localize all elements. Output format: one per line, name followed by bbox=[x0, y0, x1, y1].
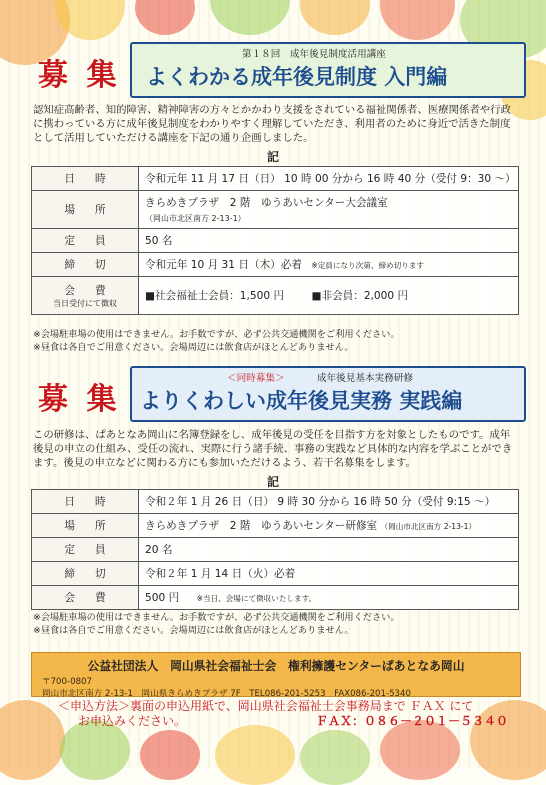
table-row bbox=[32, 167, 519, 191]
organizer-postal: 〒700-0807 bbox=[42, 677, 92, 687]
note-lunch: ※昼食は各自でご用意ください。会場周辺には飲食店がほとんどありません。 bbox=[33, 624, 354, 636]
course1-table bbox=[31, 166, 519, 315]
course2-intro: この研修は、ぱあとなあ岡山に名簿登録をし、成年後見の受任を目指す方を対象としたものです。成年後見の申立の仕組み、受任の流れ、実際に行う諸手続、事務の実践など具体的な内容を学ぶことができます。後見の申立などに関わる方にも参加いただけるよう、若干名募集をします。 bbox=[33, 429, 513, 470]
row-label: 定員 bbox=[32, 538, 139, 562]
apply-instructions bbox=[58, 699, 518, 730]
apply-method-cont: お申込みください。 bbox=[78, 714, 187, 728]
course1-ki: 記 bbox=[266, 150, 279, 164]
course1-title: よくわかる成年後見制度 入門編 bbox=[146, 65, 448, 89]
recruit-heading: 募 集 bbox=[38, 382, 121, 417]
row-label: 日時 bbox=[32, 167, 139, 191]
note-parking: ※会場駐車場の使用はできません。お手数ですが、必ず公共交通機関をご利用ください。 bbox=[33, 329, 400, 340]
organizer-name: 公益社団法人 岡山県社会福祉士会 権利擁護センターぱあとなあ岡山 bbox=[87, 659, 465, 673]
row-value bbox=[139, 586, 519, 610]
table-row bbox=[32, 229, 519, 253]
table-row bbox=[32, 490, 519, 514]
row-value: 令和２年 1 月 14 日（火）必着 bbox=[139, 562, 519, 586]
row-value bbox=[139, 514, 519, 538]
table-row bbox=[32, 586, 519, 610]
decor-dot bbox=[300, 730, 370, 785]
row-label: 日時 bbox=[32, 490, 139, 514]
table-row bbox=[32, 514, 519, 538]
fee-nonmember: ■非会員：2,000 円 bbox=[311, 290, 409, 302]
row-label: 会費 bbox=[32, 586, 139, 610]
row-value bbox=[139, 191, 519, 229]
table-row bbox=[32, 253, 519, 277]
decor-dot bbox=[215, 725, 295, 785]
course1-intro: 認知症高齢者、知的障害、精神障害の方々とかかわり支援をされている福祉関係者、医療関係者や行政に携わっている方に成年後見制度をわかりやすく理解していただき、利用者のために身近で活きた制度として活用していただける講座を下記の通り企画しました。 bbox=[33, 104, 511, 145]
row-label: 場所 bbox=[32, 514, 139, 538]
table-row bbox=[32, 191, 519, 229]
row-value: 令和元年 11 月 17 日（日） 10 時 00 分から 16 時 40 分（受付 9：30 ～） bbox=[139, 167, 519, 191]
course2-table bbox=[31, 489, 519, 610]
row-label: 締切 bbox=[32, 562, 139, 586]
note-parking: ※会場駐車場の使用はできません。お手数ですが、必ず公共交通機関をご利用ください。 bbox=[33, 612, 400, 623]
fee-collection-note: 当日受付にて徴収 bbox=[53, 298, 117, 308]
course2-title: よりくわしい成年後見実務 実践編 bbox=[140, 389, 463, 413]
course2-ki: 記 bbox=[266, 475, 279, 489]
note-lunch: ※昼食は各自でご用意ください。会場周辺には飲食店がほとんどありません。 bbox=[33, 341, 354, 353]
course2-notes bbox=[33, 612, 400, 637]
table-row bbox=[32, 277, 519, 315]
course2-concurrent: ＜同時募集＞ bbox=[227, 373, 285, 384]
fee-member: ■社会福祉士会員：1,500 円 bbox=[145, 290, 285, 302]
row-label: 場所 bbox=[32, 191, 139, 229]
venue-name: きらめきプラザ 2 階 ゆうあいセンター研修室 bbox=[145, 520, 378, 532]
organizer-box bbox=[31, 652, 521, 697]
course2-series: 成年後見基本実務研修 bbox=[317, 373, 413, 384]
table-row bbox=[32, 562, 519, 586]
venue-address: （岡山市北区南方 2-13-1） bbox=[380, 522, 477, 531]
course1-notes bbox=[33, 329, 400, 354]
course1-series: 第１８回 成年後見制度活用講座 bbox=[242, 49, 386, 60]
row-label: 定員 bbox=[32, 229, 139, 253]
course1-title-box bbox=[130, 42, 526, 98]
organizer-address: 岡山市北区南方 2-13-1 岡山県きらめきプラザ 7F TEL086-201-5253 FAX086-201-5340 bbox=[42, 689, 411, 699]
row-label: 会費 当日受付にて徴収 bbox=[32, 277, 139, 315]
table-row bbox=[32, 538, 519, 562]
fee-value: 500 円 bbox=[145, 592, 180, 604]
decor-dot bbox=[140, 730, 200, 780]
row-value: 20 名 bbox=[139, 538, 519, 562]
apply-method: ＜申込方法＞裏面の申込用紙で、岡山県社会福祉士会事務局まで ＦＡＸ にて bbox=[58, 699, 474, 713]
row-label: 締切 bbox=[32, 253, 139, 277]
row-value bbox=[139, 277, 519, 315]
fee-note: ※当日、会場にて徴収いたします。 bbox=[196, 594, 317, 603]
recruit-heading: 募 集 bbox=[38, 58, 121, 93]
deadline-note: ※定員になり次第、締め切ります bbox=[311, 261, 425, 270]
venue-address: （岡山市北区南方 2-13-1） bbox=[145, 214, 246, 223]
course2-title-box bbox=[130, 366, 526, 422]
fax-number: ＦＡＸ：０８６－２０１－５３４０ bbox=[315, 714, 508, 728]
deadline-value: 令和元年 10 月 31 日（木）必着 bbox=[145, 259, 302, 271]
row-value: 50 名 bbox=[139, 229, 519, 253]
row-value bbox=[139, 253, 519, 277]
row-value: 令和２年 1 月 26 日（日） 9 時 30 分から 16 時 50 分（受付 9:15 ～） bbox=[139, 490, 519, 514]
venue-name: きらめきプラザ 2 階 ゆうあいセンター大会議室 bbox=[145, 197, 388, 209]
